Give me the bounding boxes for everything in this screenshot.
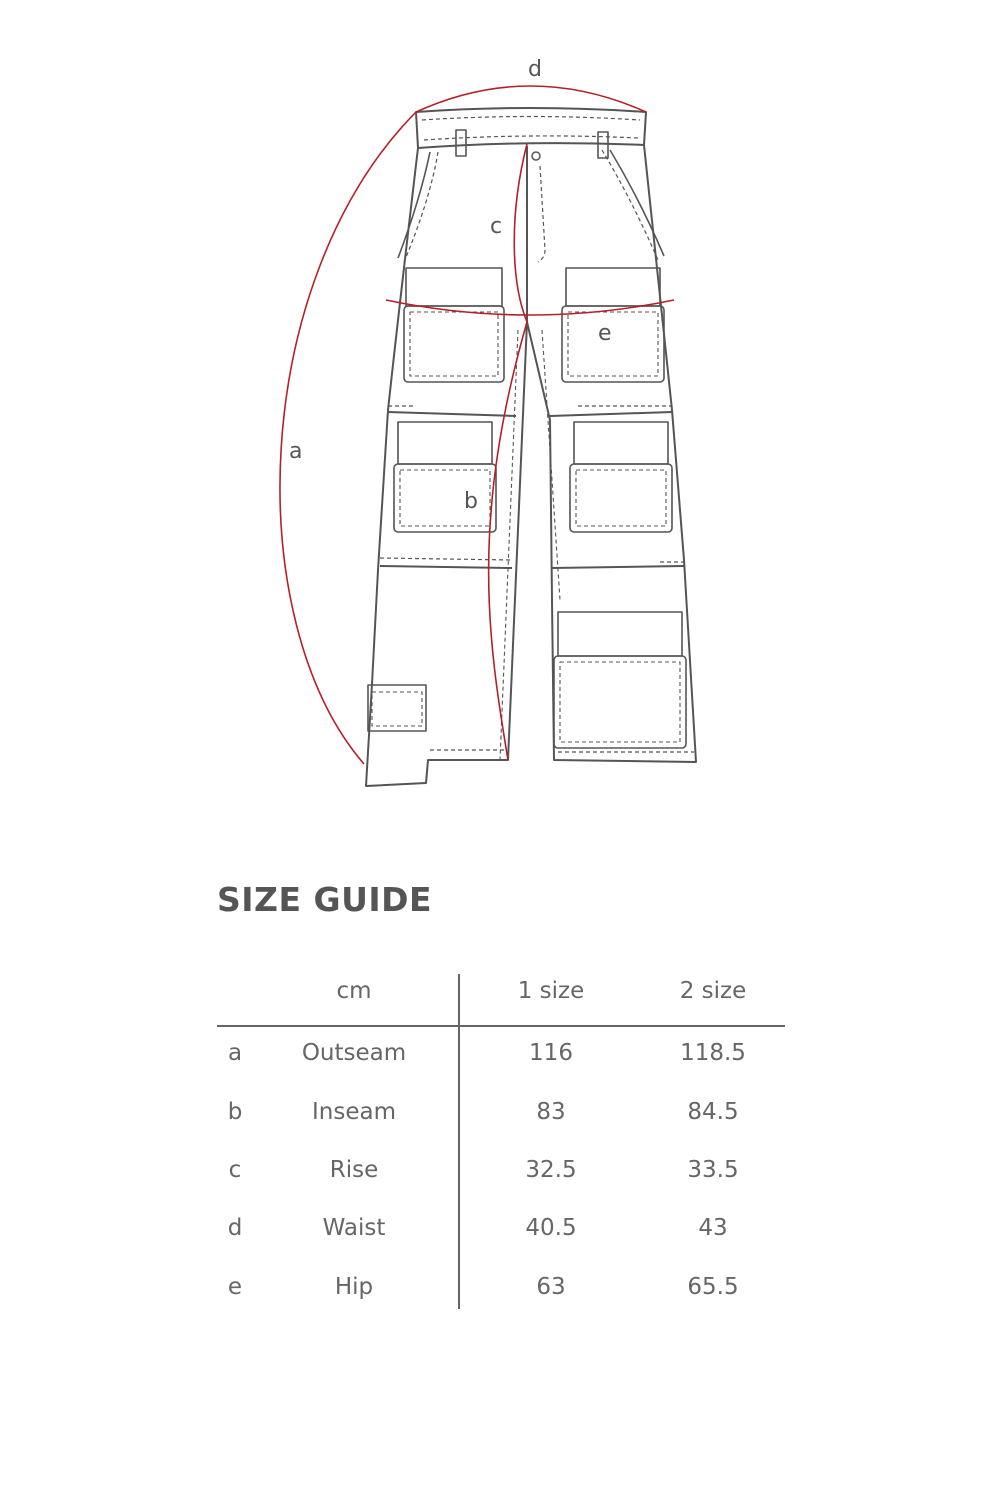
row-key: a [227, 1040, 243, 1066]
label-c: c [490, 214, 503, 239]
row-size-2-value: 118.5 [680, 1040, 746, 1066]
measurement-labels [289, 57, 612, 514]
hip-line [386, 300, 674, 315]
row-name: Outseam [301, 1040, 407, 1066]
pants-outline [366, 108, 696, 786]
row-size-2-value: 84.5 [687, 1099, 739, 1125]
outseam-line [280, 112, 416, 764]
header-divider [217, 1025, 785, 1027]
header-size-2: 2 size [679, 978, 747, 1004]
column-divider [458, 974, 460, 1309]
measurement-lines [280, 86, 674, 764]
label-b: b [464, 489, 478, 514]
row-size-2-value: 65.5 [687, 1274, 739, 1300]
row-size-1-value: 32.5 [525, 1157, 577, 1183]
size-guide-title: SIZE GUIDE [217, 880, 433, 919]
row-key: b [227, 1099, 243, 1125]
label-e: e [598, 321, 612, 346]
row-key: c [228, 1157, 242, 1183]
label-d: d [528, 57, 542, 82]
row-size-1-value: 40.5 [525, 1215, 577, 1241]
inseam-line [489, 322, 527, 760]
row-name: Hip [334, 1274, 374, 1300]
row-size-1-value: 116 [529, 1040, 573, 1066]
row-name: Inseam [312, 1099, 396, 1125]
row-key: e [227, 1274, 243, 1300]
row-size-1-value: 63 [536, 1274, 566, 1300]
row-key: d [227, 1215, 243, 1241]
rise-line [514, 144, 527, 322]
label-a: a [289, 439, 303, 464]
row-name: Rise [329, 1157, 379, 1183]
size-table [217, 968, 785, 1313]
row-name: Waist [322, 1215, 386, 1241]
header-unit: cm [336, 978, 372, 1004]
row-size-2-value: 33.5 [687, 1157, 739, 1183]
header-size-1: 1 size [517, 978, 585, 1004]
row-size-1-value: 83 [536, 1099, 566, 1125]
row-size-2-value: 43 [698, 1215, 728, 1241]
